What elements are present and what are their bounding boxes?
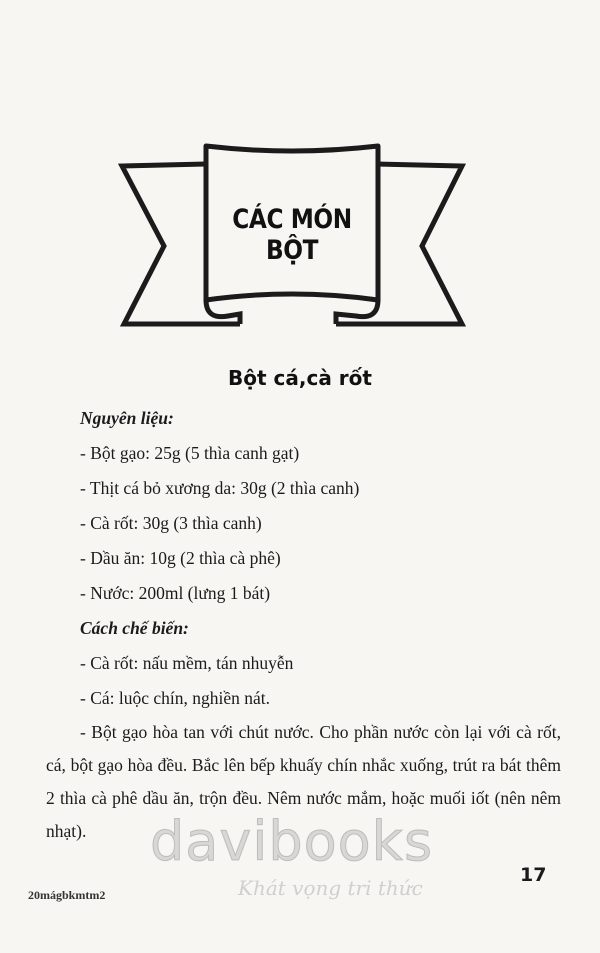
method-step: - Cá: luộc chín, nghiền nát. (80, 688, 271, 708)
ribbon-banner (118, 140, 466, 328)
ingredient-item: - Nước: 200ml (lưng 1 bát) (80, 583, 271, 603)
method-paragraph: - Bột gạo hòa tan với chút nước. Cho phần nước còn lại với cà rốt, cá, bột gạo hòa đều. Bắc lên bếp khuấy chín nhắc xuống, trút ra bát thêm 2 thìa cà phê dầu ăn, trộn đều. Nêm nước mắm, hoặc muối iốt (nên nêm nhạt). (46, 722, 561, 841)
method-step: - Cà rốt: nấu mềm, tán nhuyễn (80, 653, 294, 673)
ingredient-item: - Thịt cá bỏ xương da: 30g (2 thìa canh) (80, 478, 360, 498)
page-number: 17 (520, 864, 547, 886)
watermark-logo: davibooks (150, 810, 434, 873)
method-heading: Cách chế biến: (80, 618, 189, 638)
watermark-tagline: Khát vọng tri thức (238, 876, 423, 900)
footer-code: 20mágbkmtm2 (28, 888, 106, 902)
banner-title: CÁC MÓN BỘT (232, 204, 352, 266)
recipe-title: Bột cá,cà rốt (228, 366, 372, 390)
ingredient-item: - Dầu ăn: 10g (2 thìa cà phê) (80, 548, 281, 568)
ingredient-item: - Bột gạo: 25g (5 thìa canh gạt) (80, 443, 300, 463)
ingredients-heading: Nguyên liệu: (80, 408, 174, 428)
ingredient-item: - Cà rốt: 30g (3 thìa canh) (80, 513, 262, 533)
